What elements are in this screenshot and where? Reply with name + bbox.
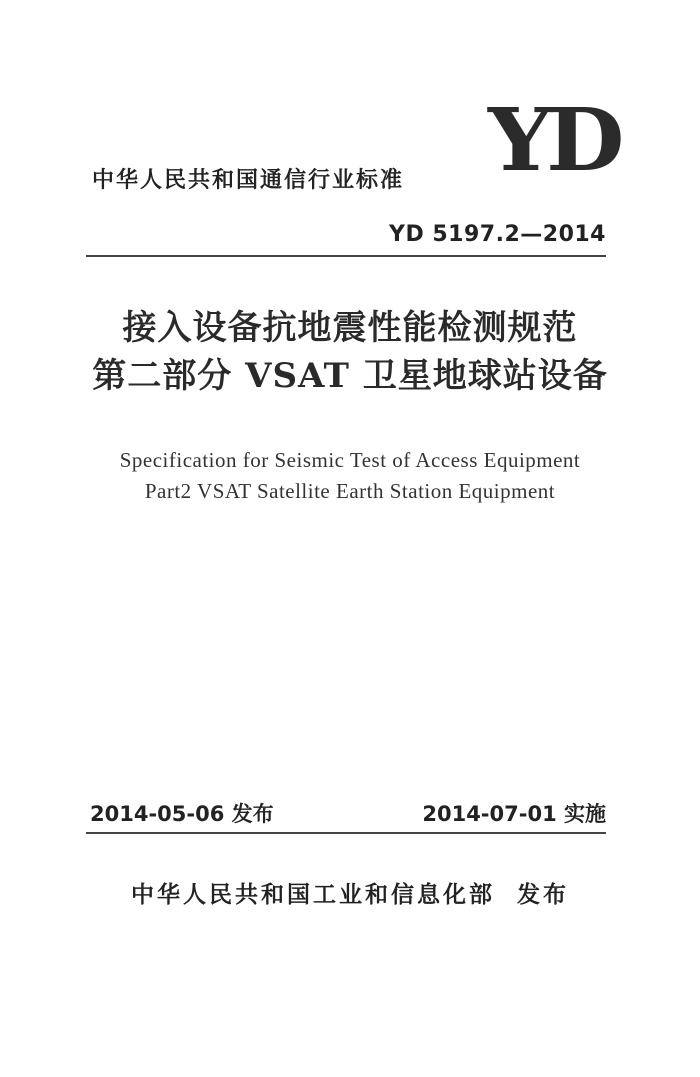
title-en-line2: Part2 VSAT Satellite Earth Station Equipment: [144, 479, 556, 503]
publisher: [0, 876, 700, 909]
top-divider: [86, 255, 606, 257]
title-zh-line2: 第二部分 VSAT 卫星地球站设备: [92, 356, 608, 396]
implement-date: 2014-07-01 实施: [422, 802, 606, 826]
standard-category: 中华人民共和国通信行业标准: [92, 168, 405, 193]
issue-date: 2014-05-06 发布: [90, 802, 274, 826]
publisher-action: 发布: [517, 882, 569, 908]
standard-number: YD 5197.2—2014: [389, 222, 606, 247]
title-zh-line1: 接入设备抗地震性能检测规范: [122, 308, 578, 348]
title-en-line1: Specification for Seismic Test of Access Equipment: [119, 448, 581, 472]
publisher-name: 中华人民共和国工业和信息化部: [131, 882, 495, 908]
bottom-divider: [86, 832, 606, 834]
yd-logo: YD: [488, 90, 619, 191]
